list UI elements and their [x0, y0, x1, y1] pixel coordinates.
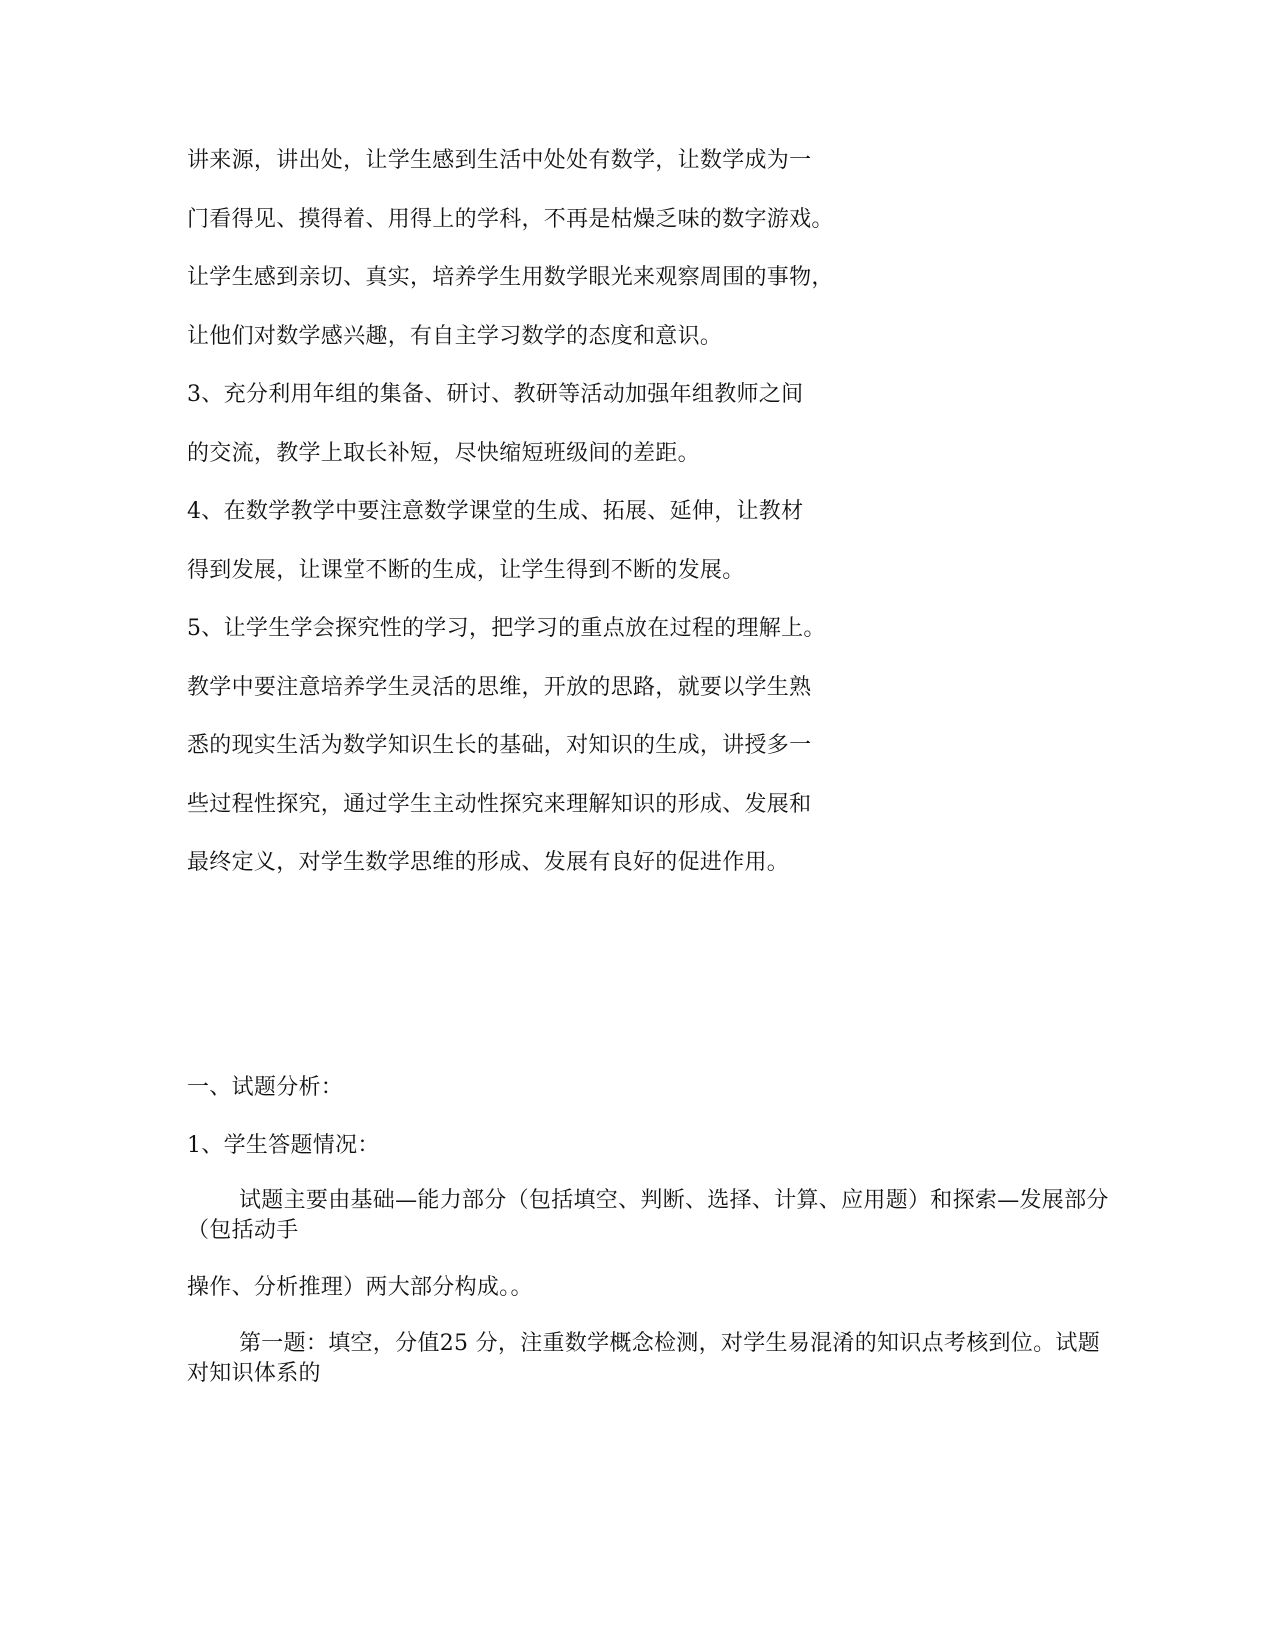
text-line: 悉的现实生活为数学知识生长的基础，对知识的生成，讲授多一 [187, 733, 812, 758]
text-line: 4、在数学教学中要注意数学课堂的生成、拓展、延伸，让教材 [187, 499, 804, 524]
text-line: 5、让学生学会探究性的学习，把学习的重点放在过程的理解上。 [187, 616, 826, 641]
section-heading: 一、试题分析： [187, 1075, 344, 1100]
paragraph: 第一题：填空，分值25 分，注重数学概念检测，对学生易混淆的知识点考核到位。试题对知识体系的 [187, 1331, 1100, 1386]
text-line: 门看得见、摸得着、用得上的学科，不再是枯燥乏味的数字游戏。 [187, 207, 834, 232]
paragraph: 试题主要由基础—能力部分（包括填空、判断、选择、计算、应用题）和探索—发展部分（包括动手 [187, 1188, 1109, 1243]
text-line: 教学中要注意培养学生灵活的思维，开放的思路，就要以学生熟 [187, 675, 812, 700]
text-line: 得到发展，让课堂不断的生成，让学生得到不断的发展。 [187, 558, 745, 583]
text-line: 最终定义，对学生数学思维的形成、发展有良好的促进作用。 [187, 850, 790, 875]
text-line: 的交流，教学上取长补短，尽快缩短班级间的差距。 [187, 441, 700, 466]
text-line: 些过程性探究，通过学生主动性探究来理解知识的形成、发展和 [187, 792, 812, 817]
paragraph-continuation: 操作、分析推理）两大部分构成。。 [187, 1275, 533, 1300]
text-line: 3、充分利用年组的集备、研讨、教研等活动加强年组教师之间 [187, 382, 804, 407]
text-line: 让学生感到亲切、真实，培养学生用数学眼光来观察周围的事物， [187, 265, 834, 290]
subsection-heading: 1、学生答题情况： [187, 1133, 380, 1158]
text-line: 讲来源，讲出处，让学生感到生活中处处有数学，让数学成为一 [187, 148, 812, 173]
text-line: 让他们对数学感兴趣，有自主学习数学的态度和意识。 [187, 324, 723, 349]
